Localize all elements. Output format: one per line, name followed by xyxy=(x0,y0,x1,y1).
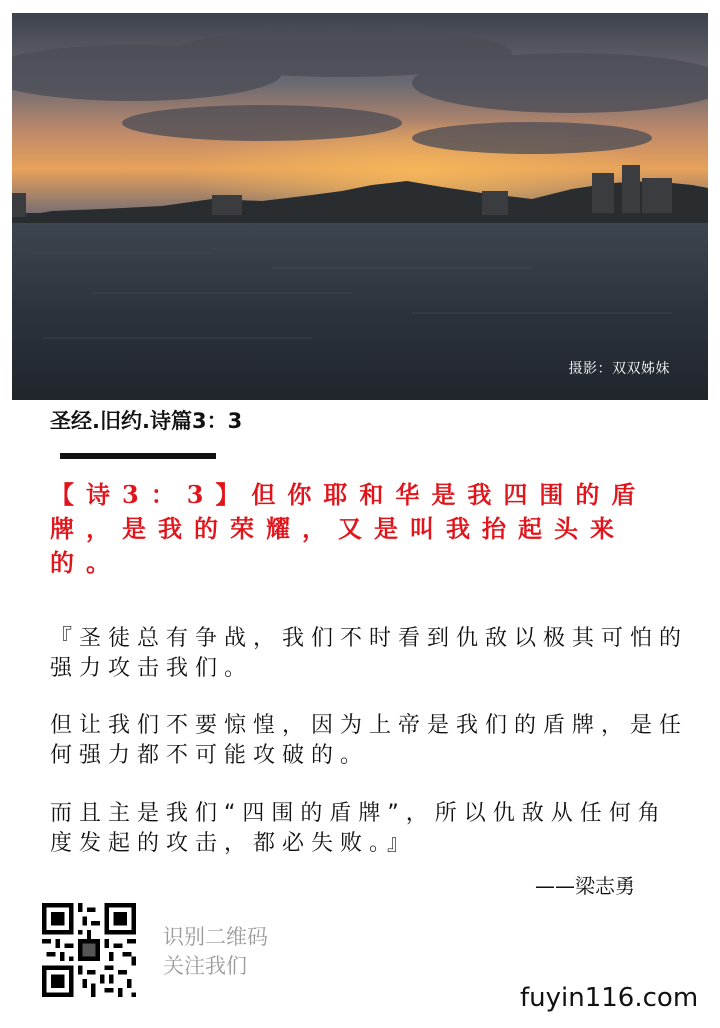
qr-caption-line-2: 关注我们 xyxy=(163,954,247,978)
title-underline xyxy=(60,453,216,459)
commentary-author: ——梁志勇 xyxy=(535,874,635,898)
qr-code-icon[interactable] xyxy=(42,903,136,997)
qr-caption-line-1: 识别二维码 xyxy=(163,925,268,949)
verse-text: 【诗3：3】但你耶和华是我四围的盾牌，是我的荣耀，又是叫我抬起头来的。 xyxy=(50,480,648,577)
sunset-sea-image xyxy=(12,13,708,400)
qr-caption xyxy=(163,923,268,981)
site-url[interactable]: fuyin116.com xyxy=(520,983,699,1013)
header-photo xyxy=(12,13,708,400)
scripture-reference-title: 圣经.旧约.诗篇3：3 xyxy=(50,409,243,433)
photo-credit: 摄影：双双姊妹 xyxy=(568,361,670,377)
commentary-paragraph-3: 而且主是我们“四围的盾牌”，所以仇敌从任何角度发起的攻击，都必失败。』 xyxy=(50,801,667,856)
commentary-paragraph-1: 『圣徒总有争战，我们不时看到仇敌以极其可怕的强力攻击我们。 xyxy=(50,626,689,681)
commentary-paragraph-2: 但让我们不要惊惶，因为上帝是我们的盾牌，是任何强力都不可能攻破的。 xyxy=(50,713,689,768)
